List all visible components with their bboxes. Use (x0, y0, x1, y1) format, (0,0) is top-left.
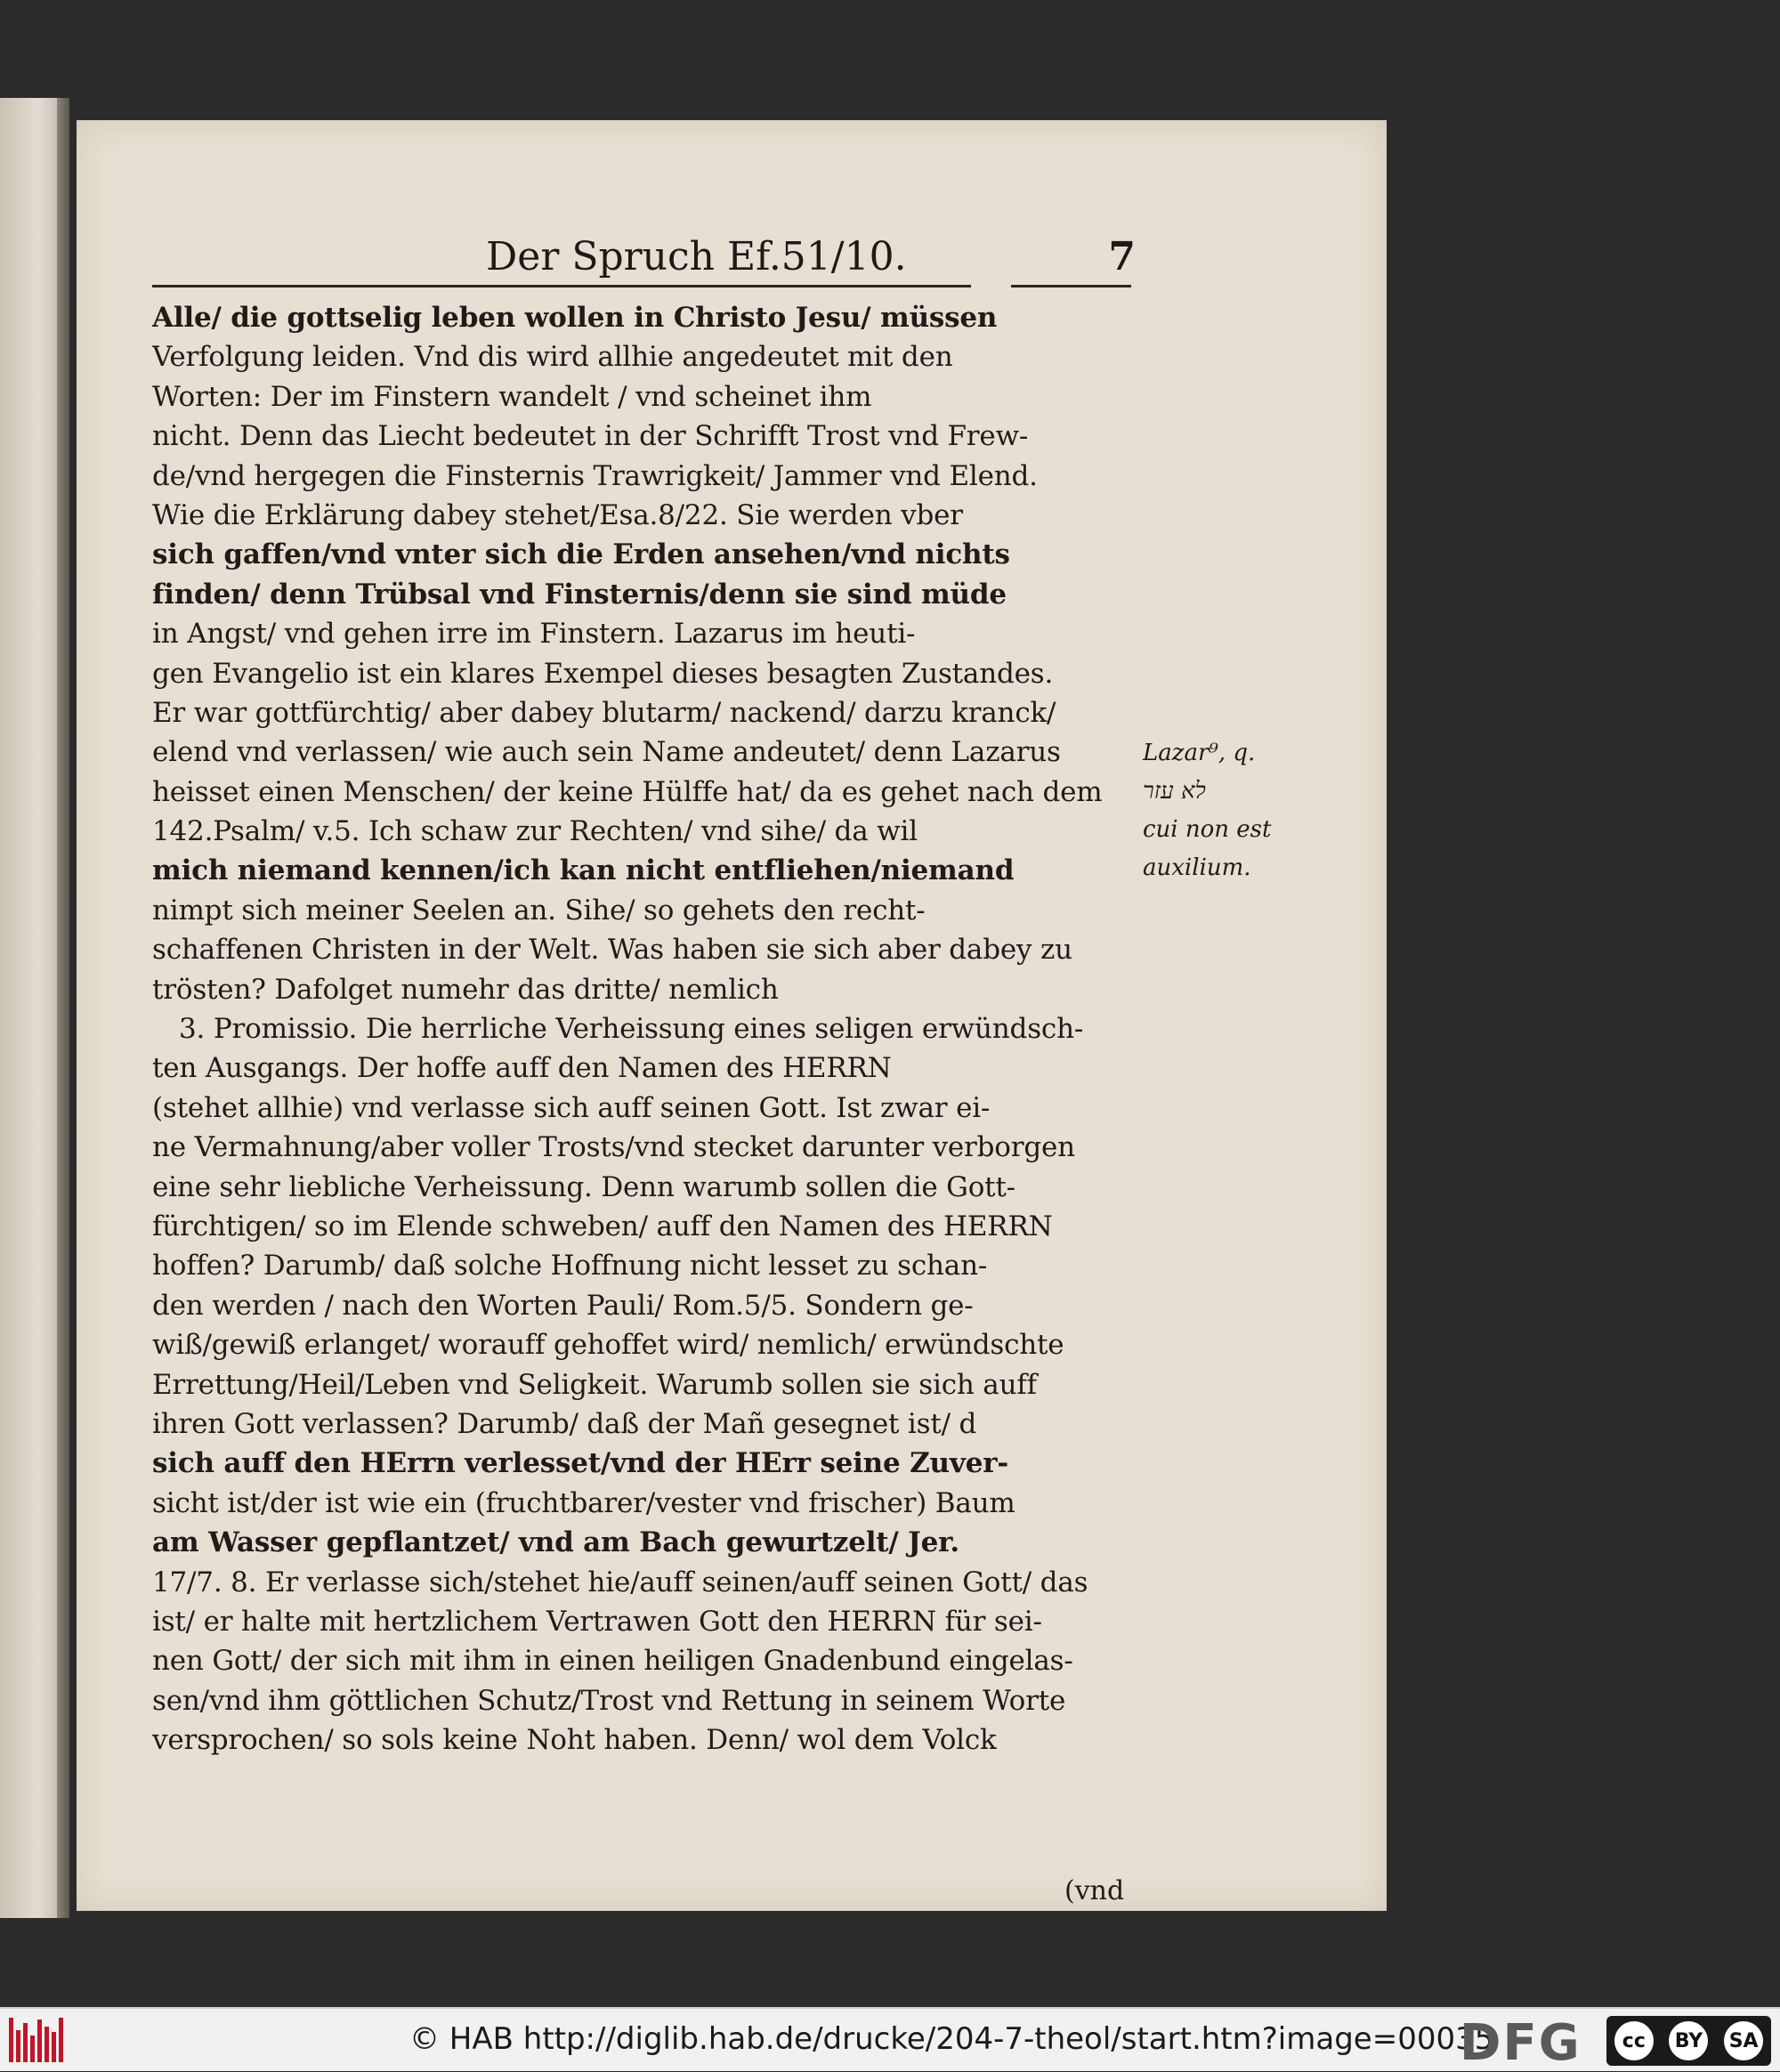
marginal-note (1143, 734, 1294, 887)
sa-icon: SA (1724, 2021, 1763, 2060)
text-line: schaffenen Christen in der Welt. Was haben sie sich aber dabey zu (152, 934, 1072, 967)
text-line: 3. Promissio. Die herrliche Verheissung eines seligen erwündsch- (179, 1013, 1084, 1046)
text-line: (stehet allhie) vnd verlasse sich auff seinen Gott. Ist zwar ei- (152, 1091, 991, 1124)
text-line: mich niemand kennen/ich kan nicht entfliehen/niemand (152, 854, 1015, 887)
text-line: Wie die Erklärung dabey stehet/Esa.8/22. Sie werden vber (152, 498, 963, 531)
text-line: Alle/ die gottselig leben wollen in Christo Jesu/ müssen (152, 302, 998, 334)
dfg-logo: DFG (1460, 2014, 1582, 2072)
text-line: versprochen/ so sols keine Noht haben. Denn/ wol dem Volck (152, 1724, 997, 1757)
text-line: elend vnd verlassen/ wie auch sein Name andeutet/ denn Lazarus (152, 736, 1061, 769)
running-head (415, 234, 1145, 287)
text-line: sicht ist/der ist wie ein (fruchtbarer/vester vnd frischer) Baum (152, 1486, 1015, 1519)
text-line: nimpt sich meiner Seelen an. Sihe/ so gehets den recht- (152, 894, 926, 927)
page-number: 7 (1108, 234, 1136, 279)
text-line: am Wasser gepflantzet/ vnd am Bach gewurtzelt/ Jer. (152, 1526, 960, 1559)
text-line: gen Evangelio ist ein klares Exempel dieses besagten Zustandes. (152, 657, 1054, 690)
text-line: ihren Gott verlassen? Darumb/ daß der Mañ gesegnet ist/ d (152, 1407, 977, 1440)
text-line: Errettung/Heil/Leben vnd Seligkeit. Warumb sollen sie sich auff (152, 1368, 1037, 1401)
text-line: ist/ er halte mit hertzlichem Vertrawen Gott den HERRN für sei- (152, 1605, 1042, 1638)
hab-logo-icon (9, 2018, 71, 2062)
text-line: sen/vnd ihm göttlichen Schutz/Trost vnd Rettung in seinem Worte (152, 1684, 1066, 1717)
text-line: heisset einen Menschen/ der keine Hülffe hat/ da es gehet nach dem (152, 775, 1103, 808)
text-line: finden/ denn Trübsal vnd Finsternis/denn sie sind müde (152, 578, 1007, 611)
marginal-line: auxilium. (1143, 854, 1251, 881)
text-line: 17/7. 8. Er verlasse sich/stehet hie/auff seinen/auff seinen Gott/ das (152, 1566, 1088, 1599)
viewer-footer (0, 2007, 1780, 2071)
text-line: ne Vermahnung/aber voller Trosts/vnd stecket darunter verborgen (152, 1131, 1075, 1164)
catchword: (vnd (1064, 1875, 1125, 1906)
source-link[interactable]: © HAB http://diglib.hab.de/drucke/204-7-theol/start.htm?image=00035 (409, 2021, 1494, 2057)
text-line: 142.Psalm/ v.5. Ich schaw zur Rechten/ vnd sihe/ da wil (152, 815, 918, 848)
text-line: den werden / nach den Worten Pauli/ Rom.5/5. Sondern ge- (152, 1289, 974, 1322)
text-line: Worten: Der im Finstern wandelt / vnd scheinet ihm (152, 380, 872, 413)
text-line: hoffen? Darumb/ daß solche Hoffnung nicht lesset zu schan- (152, 1250, 988, 1283)
marginal-line: לא עזר (1143, 778, 1206, 805)
cc-license-badge[interactable] (1606, 2016, 1771, 2066)
head-rule-right (1011, 285, 1131, 287)
text-line: eine sehr liebliche Verheissung. Denn warumb sollen die Gott- (152, 1170, 1015, 1203)
cc-icon: cc (1614, 2021, 1654, 2060)
text-line: Verfolgung leiden. Vnd dis wird allhie angedeutet mit den (152, 341, 953, 374)
text-line: de/vnd hergegen die Finsternis Trawrigkeit/ Jammer vnd Elend. (152, 459, 1038, 492)
text-line: wiß/gewiß erlanget/ worauff gehoffet wird/ nemlich/ erwündschte (152, 1329, 1064, 1362)
book-gutter (57, 98, 69, 1918)
running-title: Der Spruch Ef.51/10. (486, 234, 907, 279)
adjacent-page-edge (0, 98, 69, 1918)
text-line: nicht. Denn das Liecht bedeutet in der Schrifft Trost vnd Frew- (152, 420, 1029, 453)
by-icon: BY (1669, 2021, 1708, 2060)
text-line: in Angst/ vnd gehen irre im Finstern. Lazarus im heuti- (152, 618, 916, 651)
marginal-line: cui non est (1143, 816, 1272, 843)
head-rule (152, 285, 971, 287)
text-line: fürchtigen/ so im Elende schweben/ auff den Namen des HERRN (152, 1210, 1053, 1242)
text-line: trösten? Dafolget numehr das dritte/ nemlich (152, 973, 779, 1006)
book-page (77, 120, 1387, 1911)
text-line: Er war gottfürchtig/ aber dabey blutarm/ nackend/ darzu kranck/ (152, 696, 1056, 729)
text-line: sich auff den HErrn verlesset/vnd der HErr seine Zuver- (152, 1447, 1009, 1480)
marginal-line: Lazar⁹, q. (1143, 740, 1256, 766)
text-line: nen Gott/ der sich mit ihm in einen heiligen Gnadenbund eingelas- (152, 1645, 1073, 1678)
text-line: ten Ausgangs. Der hoffe auff den Namen des HERRN (152, 1052, 892, 1085)
body-text (152, 298, 1140, 1760)
text-line: sich gaffen/vnd vnter sich die Erden ansehen/vnd nichts (152, 538, 1010, 571)
